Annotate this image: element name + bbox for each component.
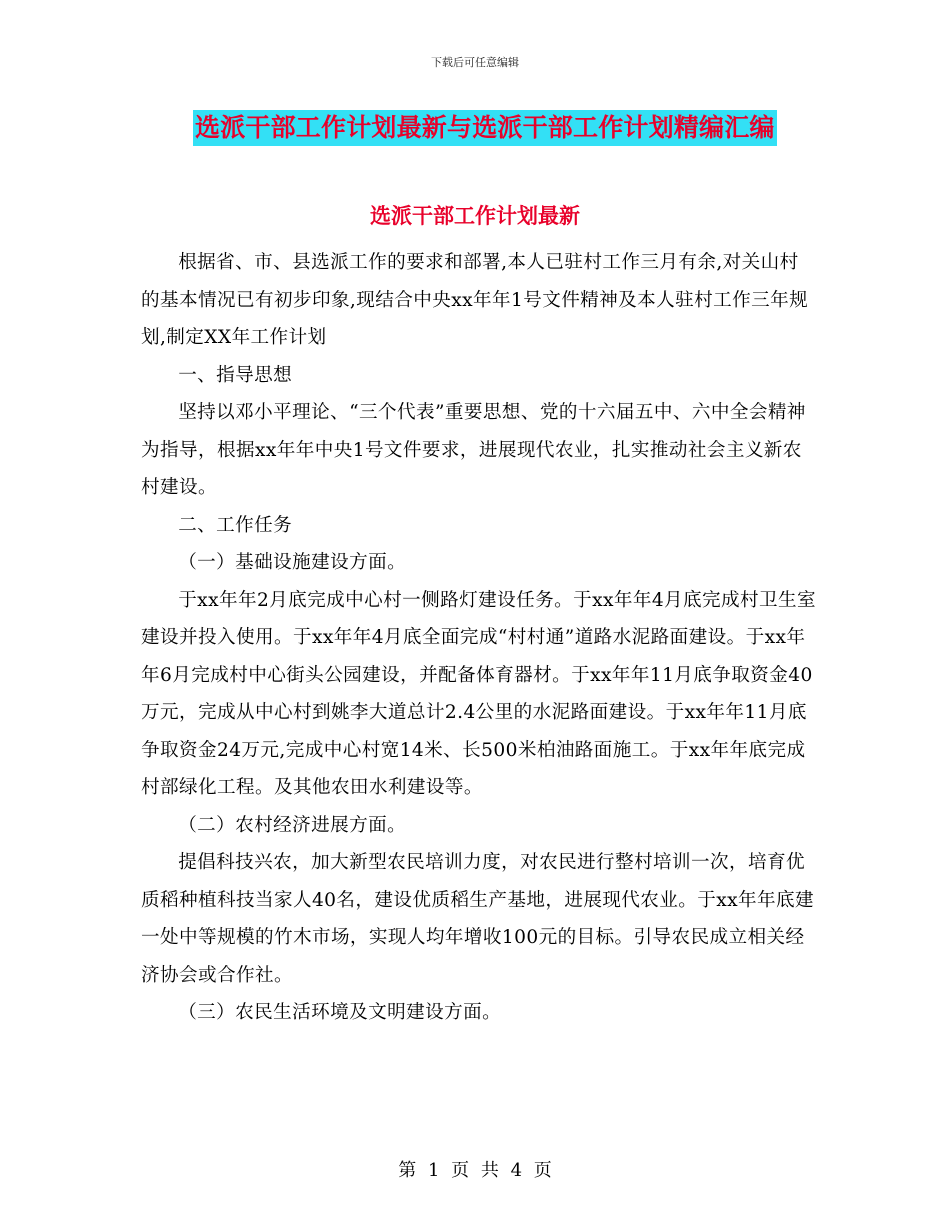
section-title: 选派干部工作计划最新 bbox=[370, 203, 580, 228]
document-title: 选派干部工作计划最新与选派干部工作计划精编汇编 bbox=[193, 110, 777, 146]
document-body bbox=[141, 244, 816, 1032]
paragraph-intro: 根据省、市、县选派工作的要求和部署,本人已驻村工作三月有余,对关山村的基本情况已有初步印象,现结合中央xx年年1号文件精神及本人驻村工作三年规划,制定XX年工作计划 bbox=[141, 252, 809, 348]
subheading-infrastructure: （一）基础设施建设方面。 bbox=[178, 552, 407, 573]
subheading-living-environment: （三）农民生活环境及文明建设方面。 bbox=[178, 1002, 502, 1023]
heading-work-tasks: 二、工作任务 bbox=[178, 514, 293, 536]
subheading-rural-economy: （二）农村经济进展方面。 bbox=[178, 814, 407, 836]
heading-guiding-ideology: 一、指导思想 bbox=[178, 364, 293, 386]
paragraph-rural-economy: 提倡科技兴农，加大新型农民培训力度，对农民进行整村培训一次，培育优质稻种植科技当家人40名，建设优质稻生产基地，进展现代农业。于xx年年底建一处中等规模的竹木市场，实现人均年增收100元的目标。引导农民成立相关经济协会或合作社。 bbox=[141, 852, 815, 986]
paragraph-guiding-ideology: 坚持以邓小平理论、“三个代表”重要思想、党的十六届五中、六中全会精神为指导，根据xx年年中央1号文件要求，进展现代农业，扎实推动社会主义新农村建设。 bbox=[141, 402, 806, 498]
page-footer: 第 1 页 共 4 页 bbox=[398, 1160, 552, 1181]
header-note: 下载后可任意编辑 bbox=[431, 56, 519, 69]
paragraph-infrastructure: 于xx年年2月底完成中心村一侧路灯建设任务。于xx年年4月底完成村卫生室建设并投入使用。于xx年年4月底全面完成“村村通”道路水泥路面建设。于xx年年6月完成村中心街头公园建设，并配备体育器材。于xx年年11月底争取资金40万元，完成从中心村到姚李大道总计2.4公里的水泥路面建设。于xx年年11月底争取资金24万元,完成中心村宽14米、长500米柏油路面施工。于xx年年底完成村部绿化工程。及其他农田水利建设等。 bbox=[141, 589, 817, 798]
